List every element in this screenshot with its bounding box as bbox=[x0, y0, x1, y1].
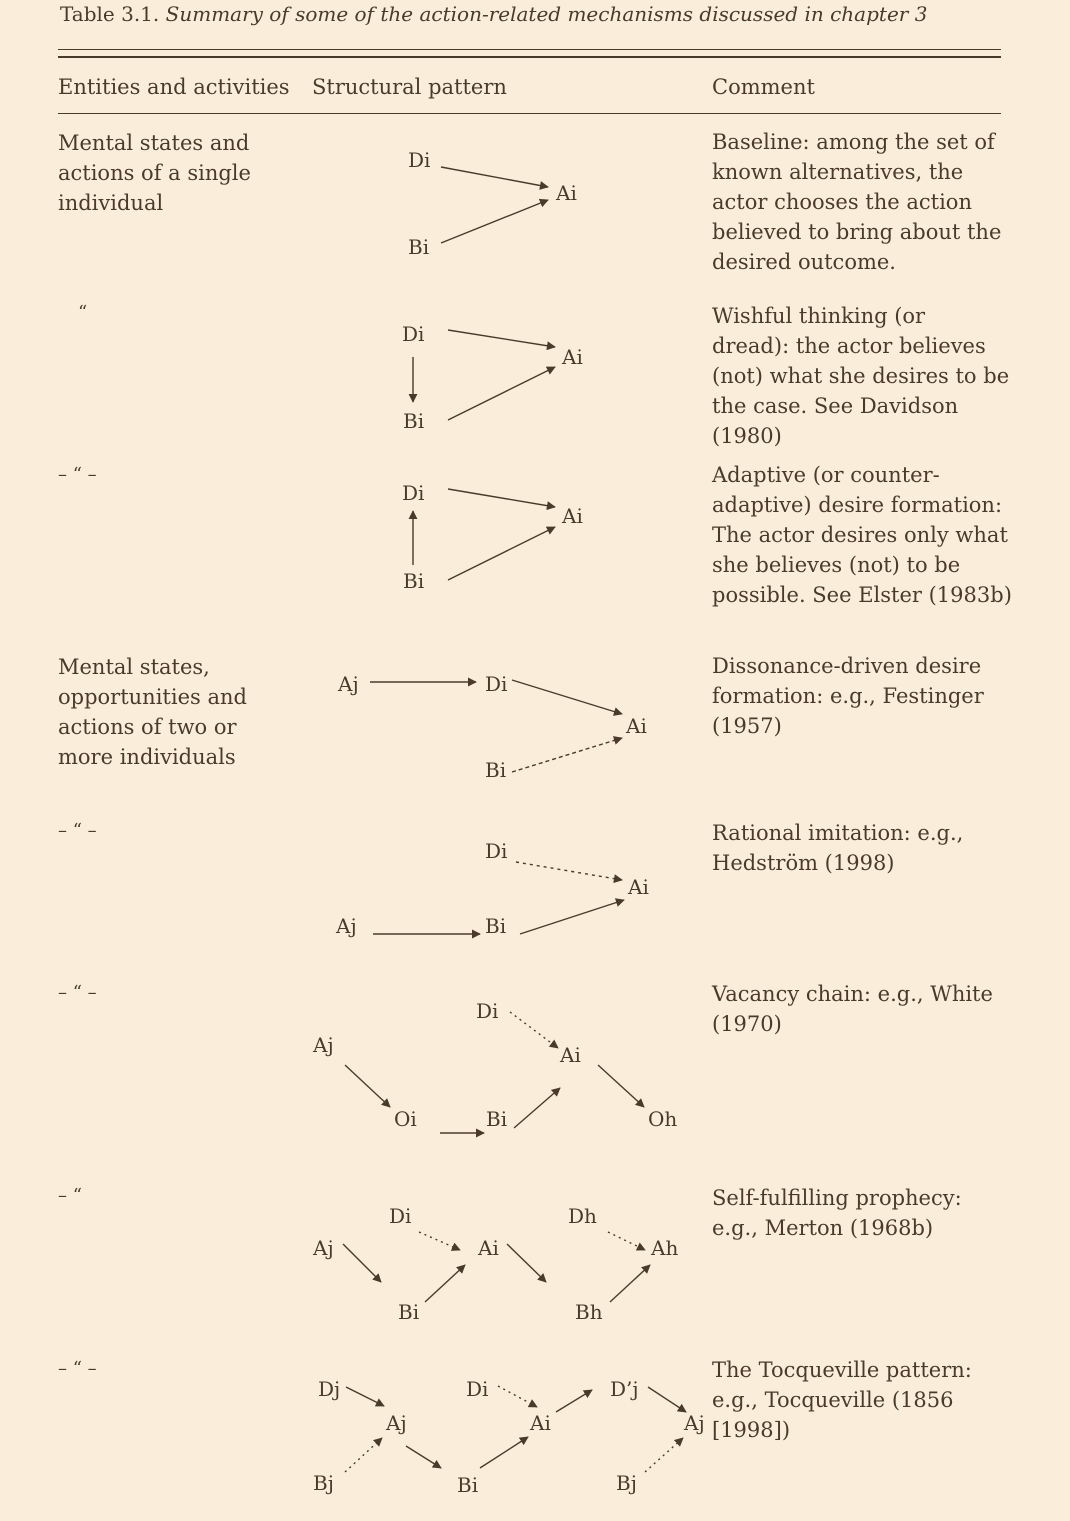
entity-line: Mental states, bbox=[58, 655, 210, 679]
ditto-mark: – “ – bbox=[58, 1358, 97, 1379]
diagram-baseline bbox=[441, 167, 548, 243]
node-label: Bi bbox=[398, 1300, 420, 1324]
comment-line: The actor desires only what bbox=[712, 523, 1008, 547]
node-label: Aj bbox=[684, 1411, 705, 1435]
node-label: Bi bbox=[486, 1107, 508, 1131]
node-label: Ai bbox=[562, 345, 583, 369]
entity-line: actions of two or bbox=[58, 715, 237, 739]
caption-label: Table 3.1. bbox=[60, 2, 160, 26]
node-label: Di bbox=[402, 481, 425, 505]
node-label: Bi bbox=[457, 1473, 479, 1497]
node-label: Dh bbox=[568, 1204, 597, 1228]
comment-line: she believes (not) to be bbox=[712, 553, 961, 577]
header-comment: Comment bbox=[712, 75, 815, 99]
node-label: Bh bbox=[575, 1300, 603, 1324]
diagram-wishful-thinking bbox=[413, 330, 555, 420]
node-label: Ai bbox=[628, 875, 649, 899]
comment-line: Baseline: among the set of bbox=[712, 130, 995, 154]
comment-line: Self-fulfilling prophecy: bbox=[712, 1186, 962, 1210]
node-label: Oh bbox=[648, 1107, 678, 1131]
node-label: Aj bbox=[338, 672, 359, 696]
entity-line: Mental states and bbox=[58, 131, 250, 155]
node-label: Ai bbox=[626, 714, 647, 738]
node-label: Bi bbox=[408, 235, 430, 259]
header-pattern: Structural pattern bbox=[312, 75, 507, 99]
node-label: Di bbox=[389, 1204, 412, 1228]
ditto-mark: – “ – bbox=[58, 464, 97, 485]
node-label: Dj bbox=[318, 1377, 341, 1401]
node-label: Bi bbox=[403, 409, 425, 433]
comment-line: actor chooses the action bbox=[712, 190, 972, 214]
ditto-mark: – “ – bbox=[58, 982, 97, 1003]
node-label: Di bbox=[408, 148, 431, 172]
comment-line: e.g., Merton (1968b) bbox=[712, 1216, 934, 1240]
comment-line: The Tocqueville pattern: bbox=[712, 1358, 972, 1382]
diagram-adaptive-desire bbox=[413, 489, 555, 580]
entity-line: individual bbox=[58, 191, 164, 215]
node-label: Ai bbox=[530, 1411, 551, 1435]
comment-line: (1957) bbox=[712, 714, 782, 738]
node-label: Ai bbox=[556, 181, 577, 205]
comment-line: desired outcome. bbox=[712, 250, 896, 274]
comment-line: (1980) bbox=[712, 424, 782, 448]
node-label: Aj bbox=[313, 1236, 334, 1260]
node-label: Bi bbox=[403, 569, 425, 593]
node-label: Di bbox=[402, 322, 425, 346]
node-label: Ai bbox=[560, 1043, 581, 1067]
node-label: Aj bbox=[386, 1411, 407, 1435]
comment-line: Rational imitation: e.g., bbox=[712, 821, 964, 845]
ditto-mark: “ bbox=[78, 302, 88, 323]
comment-line: e.g., Tocqueville (1856 bbox=[712, 1388, 954, 1412]
comment-line: Adaptive (or counter- bbox=[712, 463, 940, 487]
entity-line: opportunities and bbox=[58, 685, 247, 709]
node-label: Di bbox=[485, 839, 508, 863]
comment-line: dread): the actor believes bbox=[712, 334, 986, 358]
node-label: Di bbox=[485, 672, 508, 696]
comment-line: possible. See Elster (1983b) bbox=[712, 583, 1012, 607]
caption-title: Summary of some of the action-related mechanisms discussed in chapter 3 bbox=[165, 2, 928, 26]
node-label: Di bbox=[476, 999, 499, 1023]
comment-line: Dissonance-driven desire bbox=[712, 654, 982, 678]
node-label: Ai bbox=[478, 1236, 499, 1260]
comment-line: believed to bring about the bbox=[712, 220, 1002, 244]
comment-line: formation: e.g., Festinger bbox=[712, 684, 984, 708]
comment-line: [1998]) bbox=[712, 1418, 791, 1442]
comment-line: adaptive) desire formation: bbox=[712, 493, 1003, 517]
comment-line: Hedström (1998) bbox=[712, 851, 895, 875]
entity-line: more individuals bbox=[58, 745, 236, 769]
node-label: Bi bbox=[485, 914, 507, 938]
comment-line: Wishful thinking (or bbox=[712, 304, 926, 328]
node-label: D’j bbox=[610, 1377, 639, 1401]
header-entities: Entities and activities bbox=[58, 75, 290, 99]
diagram-labels bbox=[312, 148, 705, 1497]
ditto-mark: – “ bbox=[58, 1185, 82, 1206]
node-label: Ah bbox=[651, 1236, 679, 1260]
node-label: Ai bbox=[562, 504, 583, 528]
ditto-mark: – “ – bbox=[58, 820, 97, 841]
comment-line: (not) what she desires to be bbox=[712, 364, 1010, 388]
comment-line: (1970) bbox=[712, 1012, 782, 1036]
node-label: Aj bbox=[313, 1033, 334, 1057]
node-label: Bi bbox=[485, 758, 507, 782]
comment-line: Vacancy chain: e.g., White bbox=[712, 982, 993, 1006]
node-label: Bj bbox=[313, 1471, 334, 1495]
node-label: Bj bbox=[616, 1471, 637, 1495]
comment-line: known alternatives, the bbox=[712, 160, 964, 184]
entity-line: actions of a single bbox=[58, 161, 251, 185]
comment-line: the case. See Davidson bbox=[712, 394, 959, 418]
node-label: Aj bbox=[336, 914, 357, 938]
node-label: Oi bbox=[394, 1107, 417, 1131]
node-label: Di bbox=[466, 1377, 489, 1401]
